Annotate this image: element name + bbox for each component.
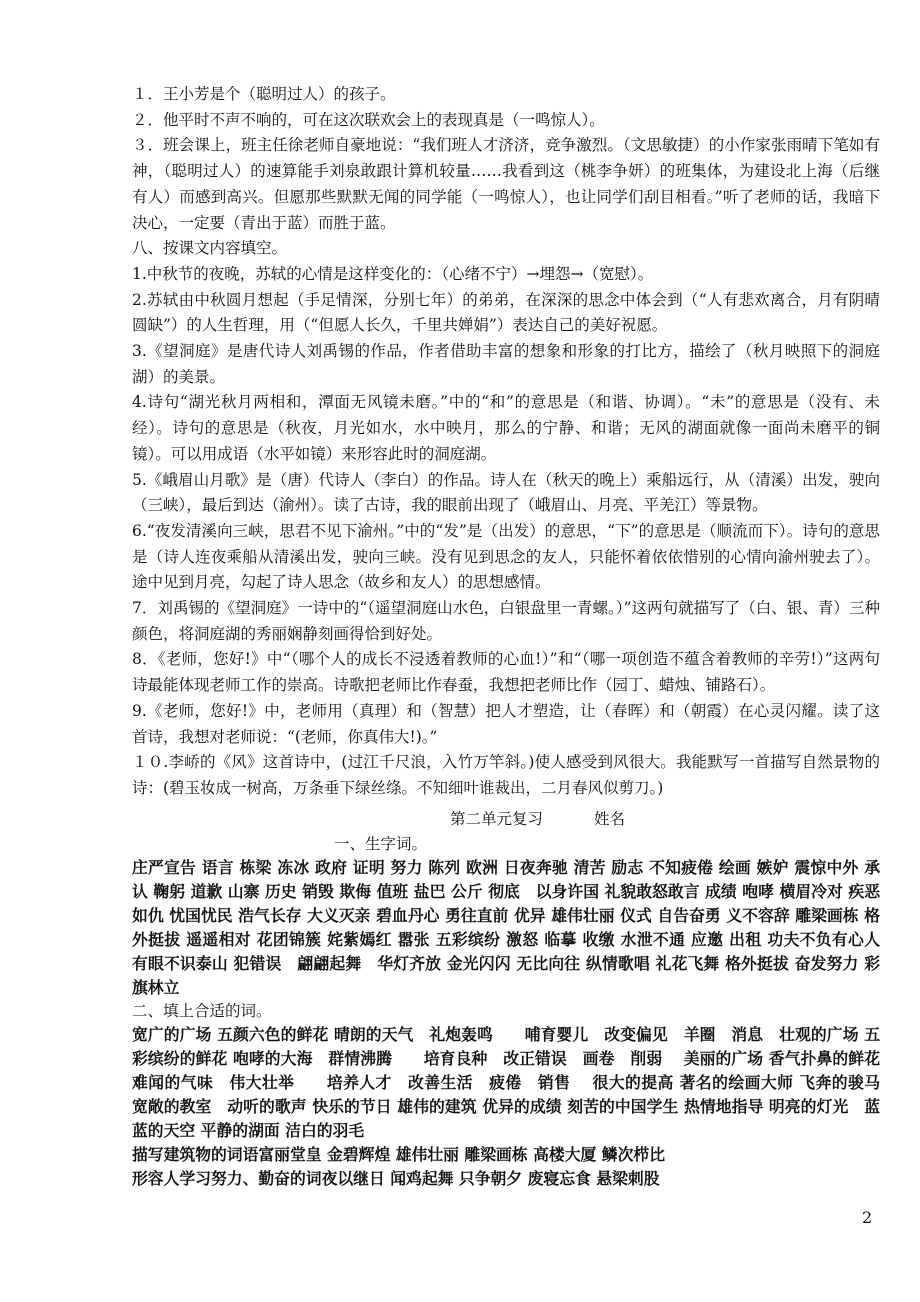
section-1-heading: 一、生字词。 — [334, 835, 428, 853]
line-3: ３．班会课上，班主任徐老师自豪地说：“我们班人才济济，竞争激烈。（文思敏捷）的小作家张雨晴下笔如有神，（聪明过人）的速算能手刘泉敢跟计算机较量……我看到这（桃李争妍）的班集体，为建设北上海（后继有人）而感到高兴。但愿那些默默无闻的同学能（一鸣惊人），也让同学们刮目相看。”听了老师的话，我暗下决心，一定要（青出于蓝）而胜于蓝。 — [132, 136, 880, 232]
building-words: 描写建筑物的词语富丽堂皇 金碧辉煌 雄伟壮丽 雕梁画栋 高楼大厦 鳞次栉比 — [132, 1144, 665, 1164]
question-6: 6.“夜发清溪向三峡，思君不见下渝州。”中的“发”是（出发）的意思，“下”的意思是（顺流而下）。诗句的意思是（诗人连夜乘船从清溪出发，驶向三峡。没有见到思念的友人，只能怀着依依惜别的心情向渝州驶去了）。途中见到月亮，勾起了诗人思念（故乡和友人）的思想感情。 — [132, 521, 880, 592]
line-1: １．王小芳是个（聪明过人）的孩子。 — [132, 85, 396, 103]
question-2: 2.苏轼由中秋圆月想起（手足情深，分别七年）的弟弟，在深深的思念中体会到（“人有悲欢离合，月有阴晴圆缺”）的人生哲理，用（“但愿人长久，千里共婵娟”）表达自己的美好祝愿。 — [132, 290, 880, 335]
top-section — [132, 82, 880, 802]
unit-review — [132, 806, 896, 1191]
section-1-words: 庄严宣告 语言 栋梁 冻冰 政府 证明 努力 陈列 欧洲 日夜奔驰 清苦 励志 不知疲倦 绘画 嫉妒 震惊中外 承认 鞠躬 道歉 山寨 历史 销毁 欺侮 值班 盐巴 公斤 彻底 以身许国 礼貌敢怒敢言 成绩 咆哮 横眉冷对 疾恶如仇 忧国忧民 浩气长存 大义灭亲 碧血丹心 勇往直前 优异 雄伟壮丽 仪式 自告奋勇 义不容辞 雕梁画栋 格外挺拔 遥遥相对 花团锦簇 姹紫嫣红 嚣张 五彩缤纷 激怒 临摹 收缴 水泄不通 应邀 出租 功夫不负有心人 有眼不识泰山 犯错误 翩翩起舞 华灯齐放 金光闪闪 无比向往 纵情歌唱 礼花飞舞 格外挺拔 奋发努力 彩旗林立 — [132, 858, 880, 997]
question-10: １０.李峤的《风》这首诗中，(过江千尺浪，入竹万竿斜。)使人感受到风很大。我能默写一首描写自然景物的诗：(碧玉妆成一树高，万条垂下绿丝绦。不知细叶谁裁出，二月春风似剪刀。) — [132, 753, 880, 797]
study-words: 形容人学习努力、勤奋的词夜以继日 闻鸡起舞 只争朝夕 废寝忘食 悬梁刺股 — [132, 1168, 660, 1188]
section-2-heading: 二、填上合适的词。 — [132, 1002, 272, 1021]
page-number: 2 — [862, 1208, 873, 1227]
question-3: 3.《望洞庭》是唐代诗人刘禹锡的作品，作者借助丰富的想象和形象的打比方，描绘了（秋月映照下的洞庭湖）的美景。 — [132, 342, 880, 386]
question-4: 4.诗句“湖光秋月两相和，潭面无风镜未磨。”中的“和”的意思是（和谐、协调）。“未”的意思是（没有、未经）。诗句的意思是（秋夜，月光如水，水中映月，那么的宁静、和谐；无风的湖面就像一面尚未磨平的铜镜）。可以用成语（水平如镜）来形容此时的洞庭湖。 — [132, 393, 880, 463]
question-1: 1.中秋节的夜晚，苏轼的心情是这样变化的：（心绪不宁）→埋怨→（宽慰）。 — [132, 264, 654, 283]
name-label: 姓名 — [594, 810, 626, 828]
unit-title: 第二单元复习 — [450, 810, 544, 828]
section-2-words: 宽广的广场 五颜六色的鲜花 晴朗的天气 礼炮轰鸣 哺育婴儿 改变偏见 羊圈 消息 壮观的广场 五彩缤纷的鲜花 咆哮的大海 群情沸腾 培育良种 改正错误 画卷 削弱 美丽的广场 香气扑鼻的鲜花 难闻的气味 伟大壮举 培养人才 改善生活 疲倦 销售 很大的提高 著名的绘画大师 飞奔的骏马 宽敞的教室 动听的歌声 快乐的节日 雄伟的建筑 优异的成绩 刻苦的中国学生 热情地指导 明亮的灯光 蓝蓝的天空 平静的湖面 洁白的羽毛 — [132, 1025, 896, 1141]
question-9: 9.《老师，您好!》中，老师用（真理）和（智慧）把人才塑造，让（春晖）和（朝霞）在心灵闪耀。读了这首诗，我想对老师说：“(老师，你真伟大!)。” — [132, 701, 880, 746]
question-8: 8．《老师，您好!》中“（哪个人的成长不浸透着教师的心血!）”和“（哪一项创造不蕴含着教师的辛劳!）”这两句诗最能体现老师工作的崇高。诗歌把老师比作春蚕，我想把老师比作（园丁、蜡烛、铺路石）。 — [132, 650, 880, 695]
question-7: 7．刘禹锡的《望洞庭》一诗中的“（遥望洞庭山水色，白银盘里一青螺。）”这两句就描写了（白、银、青）三种颜色，将洞庭湖的秀丽娴静刻画得恰到好处。 — [132, 599, 880, 643]
section-heading-8: 八、按课文内容填空。 — [132, 239, 288, 258]
line-2: ２．他平时不声不响的，可在这次联欢会上的表现真是（一鸣惊人）。 — [132, 110, 605, 129]
question-5: 5.《峨眉山月歌》是（唐）代诗人（李白）的作品。诗人在（秋天的晚上）乘船远行，从（清溪）出发，驶向（三峡），最后到达（渝州）。读了古诗，我的眼前出现了（峨眉山、月亮、平羌江）等景物。 — [132, 470, 880, 515]
unit-title-row — [132, 806, 880, 832]
